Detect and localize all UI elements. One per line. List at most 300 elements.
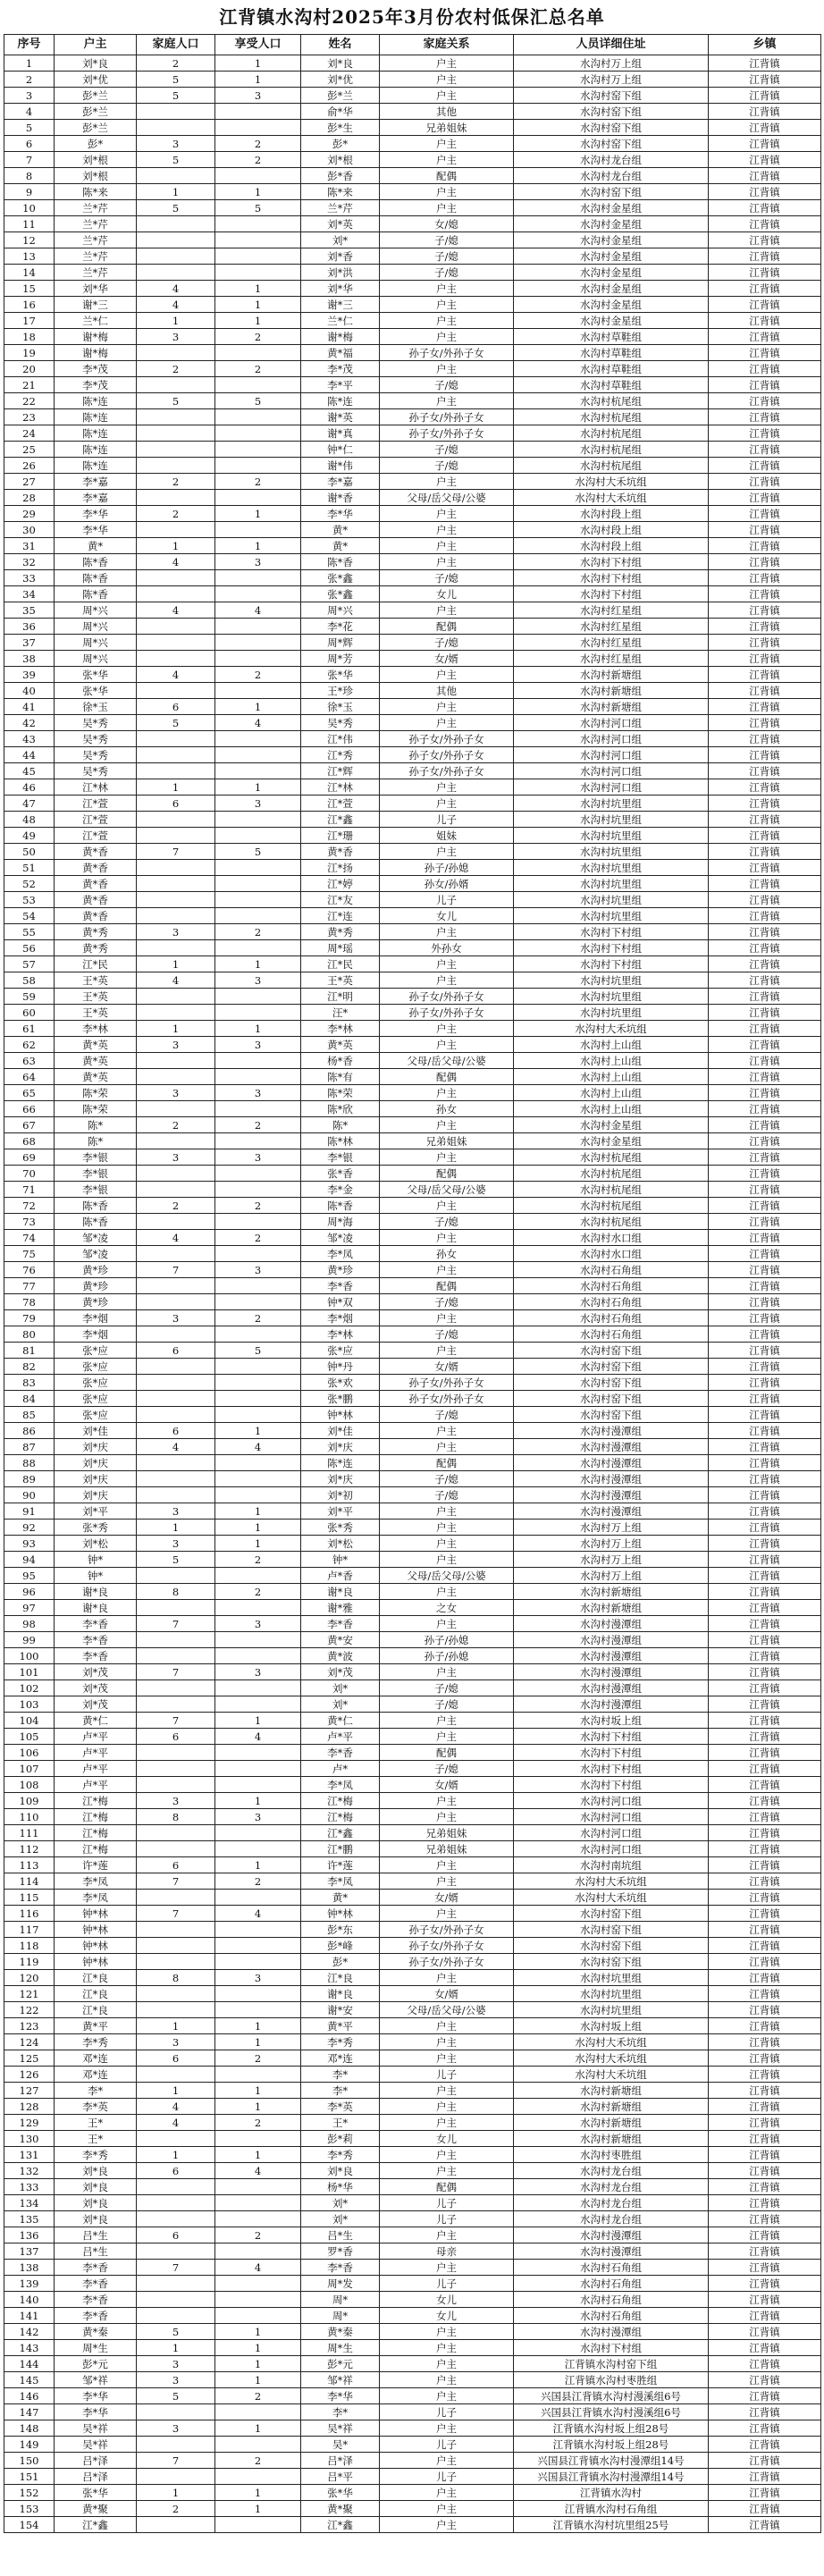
cell-seq: 52 <box>4 876 55 892</box>
cell-relation: 母亲 <box>380 2243 514 2260</box>
cell-seq: 108 <box>4 1777 55 1793</box>
cell-benefit-size: 1 <box>215 2420 301 2437</box>
cell-address: 水沟村段上组 <box>514 506 709 522</box>
cell-address: 水沟村窑下组 <box>514 1359 709 1375</box>
cell-seq: 123 <box>4 2018 55 2034</box>
table-row <box>4 602 821 619</box>
cell-seq: 45 <box>4 763 55 779</box>
cell-householder: 李*香 <box>55 1648 137 1664</box>
table-row <box>4 1053 821 1069</box>
cell-town: 江背镇 <box>709 55 821 72</box>
cell-address: 水沟村漫潭组 <box>514 2324 709 2340</box>
table-row <box>4 667 821 683</box>
table-row <box>4 699 821 715</box>
cell-benefit-size: 1 <box>215 2356 301 2372</box>
cell-householder: 黄* <box>55 538 137 554</box>
cell-address: 水沟村上山组 <box>514 1101 709 1117</box>
cell-seq: 119 <box>4 1954 55 1970</box>
cell-benefit-size <box>215 1214 301 1230</box>
cell-seq: 89 <box>4 1471 55 1487</box>
cell-benefit-size: 1 <box>215 538 301 554</box>
cell-family-size: 3 <box>137 1149 215 1166</box>
cell-family-size <box>137 989 215 1005</box>
cell-householder: 李*茂 <box>55 361 137 377</box>
cell-relation: 户主 <box>380 2147 514 2163</box>
cell-town: 江背镇 <box>709 281 821 297</box>
cell-benefit-size <box>215 619 301 635</box>
cell-town: 江背镇 <box>709 168 821 184</box>
cell-seq: 42 <box>4 715 55 731</box>
cell-benefit-size <box>215 1825 301 1841</box>
cell-town: 江背镇 <box>709 602 821 619</box>
cell-benefit-size: 3 <box>215 554 301 570</box>
cell-relation: 孙子女/外孙子女 <box>380 1005 514 1021</box>
table-row <box>4 2067 821 2083</box>
cell-relation: 户主 <box>380 2163 514 2179</box>
cell-name: 江*鑫 <box>301 812 380 828</box>
cell-benefit-size <box>215 828 301 844</box>
cell-address: 水沟村坑里组 <box>514 908 709 924</box>
cell-householder: 兰*仁 <box>55 313 137 329</box>
cell-name: 张*鑫 <box>301 586 380 602</box>
cell-name: 张*应 <box>301 1343 380 1359</box>
cell-town: 江背镇 <box>709 1841 821 1857</box>
cell-benefit-size: 2 <box>215 924 301 940</box>
cell-address: 水沟村杭尾组 <box>514 1214 709 1230</box>
cell-householder: 谢*良 <box>55 1600 137 1616</box>
cell-name: 张*香 <box>301 1166 380 1182</box>
cell-address: 水沟村龙台组 <box>514 2195 709 2211</box>
cell-address: 水沟村草鞋组 <box>514 361 709 377</box>
cell-name: 刘* <box>301 232 380 248</box>
table-row <box>4 763 821 779</box>
cell-town: 江背镇 <box>709 1584 821 1600</box>
cell-address: 水沟村窑下组 <box>514 1391 709 1407</box>
cell-relation: 孙子女/外孙子女 <box>380 731 514 747</box>
cell-relation: 户主 <box>380 1423 514 1439</box>
cell-relation: 父母/岳父母/公婆 <box>380 1053 514 1069</box>
cell-address: 兴国县江背镇水沟村漫潭组14号 <box>514 2469 709 2485</box>
cell-town: 江背镇 <box>709 2404 821 2420</box>
cell-family-size: 5 <box>137 2324 215 2340</box>
cell-seq: 99 <box>4 1632 55 1648</box>
cell-name: 黄*珍 <box>301 1262 380 1278</box>
cell-family-size <box>137 1133 215 1149</box>
cell-benefit-size <box>215 2292 301 2308</box>
cell-householder: 彭* <box>55 136 137 152</box>
cell-family-size: 2 <box>137 361 215 377</box>
cell-name: 张*秀 <box>301 1520 380 1536</box>
cell-seq: 37 <box>4 635 55 651</box>
cell-family-size <box>137 490 215 506</box>
cell-seq: 147 <box>4 2404 55 2420</box>
cell-benefit-size: 4 <box>215 2163 301 2179</box>
cell-seq: 16 <box>4 297 55 313</box>
cell-householder: 李*华 <box>55 2404 137 2420</box>
cell-name: 李*香 <box>301 2260 380 2276</box>
cell-householder: 吴*秀 <box>55 731 137 747</box>
cell-town: 江背镇 <box>709 989 821 1005</box>
cell-seq: 12 <box>4 232 55 248</box>
cell-householder: 李*银 <box>55 1182 137 1198</box>
cell-family-size <box>137 747 215 763</box>
cell-name: 李*金 <box>301 1182 380 1198</box>
cell-address: 水沟村万上组 <box>514 1568 709 1584</box>
cell-name: 李*凤 <box>301 1246 380 1262</box>
cell-householder: 江*萱 <box>55 796 137 812</box>
cell-benefit-size <box>215 1487 301 1503</box>
cell-relation: 户主 <box>380 1857 514 1873</box>
cell-name: 黄*波 <box>301 1648 380 1664</box>
cell-address: 水沟村龙台组 <box>514 2211 709 2227</box>
cell-name: 李*茂 <box>301 361 380 377</box>
table-row <box>4 635 821 651</box>
cell-name: 钟* <box>301 1552 380 1568</box>
cell-householder: 张*华 <box>55 667 137 683</box>
cell-family-size <box>137 377 215 393</box>
cell-address: 水沟村大禾坑组 <box>514 1890 709 1906</box>
cell-relation: 女/婿 <box>380 1359 514 1375</box>
cell-householder: 张*华 <box>55 683 137 699</box>
cell-family-size <box>137 2195 215 2211</box>
cell-relation: 户主 <box>380 361 514 377</box>
cell-householder: 李*凤 <box>55 1873 137 1890</box>
cell-name: 李*英 <box>301 2099 380 2115</box>
cell-householder: 卢*平 <box>55 1777 137 1793</box>
cell-address: 水沟村石角组 <box>514 2292 709 2308</box>
table-row <box>4 2227 821 2243</box>
cell-family-size: 2 <box>137 506 215 522</box>
cell-address: 江背镇水沟村坑里组25号 <box>514 2517 709 2533</box>
cell-seq: 110 <box>4 1809 55 1825</box>
cell-relation: 户主 <box>380 2388 514 2404</box>
cell-name: 邹*祥 <box>301 2372 380 2388</box>
cell-householder: 刘*良 <box>55 2195 137 2211</box>
cell-relation: 孙子女/外孙子女 <box>380 425 514 442</box>
cell-relation: 父母/岳父母/公婆 <box>380 1568 514 1584</box>
cell-family-size: 5 <box>137 88 215 104</box>
cell-seq: 152 <box>4 2485 55 2501</box>
cell-benefit-size <box>215 2211 301 2227</box>
table-row <box>4 1182 821 1198</box>
cell-relation: 子/媳 <box>380 248 514 265</box>
table-row <box>4 1825 821 1841</box>
cell-benefit-size <box>215 2517 301 2533</box>
cell-family-size: 4 <box>137 602 215 619</box>
table-row <box>4 313 821 329</box>
cell-name: 刘*初 <box>301 1487 380 1503</box>
cell-relation: 子/媳 <box>380 1471 514 1487</box>
cell-benefit-size: 2 <box>215 136 301 152</box>
cell-name: 江*鹏 <box>301 1841 380 1857</box>
header-address: 人员详细住址 <box>514 35 709 55</box>
cell-address: 水沟村水口组 <box>514 1230 709 1246</box>
cell-town: 江背镇 <box>709 763 821 779</box>
cell-address: 水沟村南坑组 <box>514 1857 709 1873</box>
cell-seq: 25 <box>4 442 55 458</box>
cell-name: 彭* <box>301 1954 380 1970</box>
cell-householder: 周*生 <box>55 2340 137 2356</box>
cell-relation: 户主 <box>380 184 514 200</box>
cell-benefit-size <box>215 2404 301 2420</box>
cell-family-size <box>137 1069 215 1085</box>
cell-address: 水沟村窑下组 <box>514 1938 709 1954</box>
table-row <box>4 377 821 393</box>
cell-family-size <box>137 2211 215 2227</box>
cell-name: 彭*元 <box>301 2356 380 2372</box>
cell-name: 江*林 <box>301 779 380 796</box>
cell-family-size <box>137 570 215 586</box>
cell-name: 李*华 <box>301 506 380 522</box>
cell-family-size: 7 <box>137 844 215 860</box>
cell-town: 江背镇 <box>709 1970 821 1986</box>
table-row <box>4 1246 821 1262</box>
cell-benefit-size: 1 <box>215 2147 301 2163</box>
cell-family-size <box>137 2437 215 2453</box>
cell-householder: 张*应 <box>55 1375 137 1391</box>
cell-family-size: 3 <box>137 1503 215 1520</box>
cell-householder: 李*香 <box>55 2308 137 2324</box>
cell-seq: 14 <box>4 265 55 281</box>
cell-benefit-size: 3 <box>215 1809 301 1825</box>
cell-seq: 114 <box>4 1873 55 1890</box>
cell-town: 江背镇 <box>709 200 821 216</box>
cell-seq: 76 <box>4 1262 55 1278</box>
cell-seq: 67 <box>4 1117 55 1133</box>
cell-town: 江背镇 <box>709 2227 821 2243</box>
cell-name: 陈*香 <box>301 554 380 570</box>
cell-householder: 陈*连 <box>55 425 137 442</box>
table-row <box>4 1648 821 1664</box>
cell-householder: 刘*庆 <box>55 1487 137 1503</box>
cell-benefit-size: 2 <box>215 1198 301 1214</box>
cell-address: 水沟村上山组 <box>514 1053 709 1069</box>
cell-town: 江背镇 <box>709 1793 821 1809</box>
cell-relation: 户主 <box>380 844 514 860</box>
cell-seq: 74 <box>4 1230 55 1246</box>
cell-benefit-size: 1 <box>215 2340 301 2356</box>
cell-family-size <box>137 1182 215 1198</box>
cell-relation: 孙子女/外孙子女 <box>380 1375 514 1391</box>
cell-seq: 86 <box>4 1423 55 1439</box>
cell-family-size <box>137 1922 215 1938</box>
cell-householder: 钟*林 <box>55 1954 137 1970</box>
cell-town: 江背镇 <box>709 2276 821 2292</box>
cell-family-size: 7 <box>137 1873 215 1890</box>
table-row <box>4 1503 821 1520</box>
cell-relation: 其他 <box>380 104 514 120</box>
cell-town: 江背镇 <box>709 667 821 683</box>
cell-benefit-size: 2 <box>215 2050 301 2067</box>
cell-relation: 户主 <box>380 2501 514 2517</box>
cell-name: 陈*欣 <box>301 1101 380 1117</box>
cell-town: 江背镇 <box>709 1922 821 1938</box>
cell-benefit-size: 2 <box>215 2388 301 2404</box>
cell-town: 江背镇 <box>709 1487 821 1503</box>
cell-name: 周*辉 <box>301 635 380 651</box>
cell-seq: 127 <box>4 2083 55 2099</box>
cell-town: 江背镇 <box>709 248 821 265</box>
cell-family-size <box>137 1890 215 1906</box>
cell-town: 江背镇 <box>709 1696 821 1713</box>
cell-benefit-size <box>215 586 301 602</box>
cell-relation: 子/媳 <box>380 232 514 248</box>
cell-town: 江背镇 <box>709 2437 821 2453</box>
cell-seq: 54 <box>4 908 55 924</box>
table-row <box>4 2163 821 2179</box>
cell-family-size <box>137 892 215 908</box>
cell-name: 江*扬 <box>301 860 380 876</box>
table-row <box>4 1520 821 1536</box>
cell-family-size <box>137 1471 215 1487</box>
cell-householder: 徐*玉 <box>55 699 137 715</box>
cell-benefit-size <box>215 763 301 779</box>
cell-family-size <box>137 908 215 924</box>
table-row <box>4 2356 821 2372</box>
cell-benefit-size <box>215 1680 301 1696</box>
table-row <box>4 1487 821 1503</box>
cell-name: 谢*安 <box>301 2002 380 2018</box>
table-row <box>4 2260 821 2276</box>
cell-address: 水沟村石角组 <box>514 1326 709 1343</box>
cell-benefit-size: 3 <box>215 1085 301 1101</box>
cell-relation: 兄弟姐妹 <box>380 1841 514 1857</box>
cell-relation: 户主 <box>380 602 514 619</box>
cell-seq: 115 <box>4 1890 55 1906</box>
cell-family-size: 3 <box>137 1310 215 1326</box>
cell-householder: 李*嘉 <box>55 474 137 490</box>
cell-town: 江背镇 <box>709 442 821 458</box>
cell-householder: 兰*芹 <box>55 232 137 248</box>
cell-family-size <box>137 619 215 635</box>
cell-relation: 户主 <box>380 779 514 796</box>
cell-address: 水沟村红星组 <box>514 602 709 619</box>
cell-householder: 吕*泽 <box>55 2453 137 2469</box>
table-row <box>4 1713 821 1729</box>
cell-seq: 112 <box>4 1841 55 1857</box>
cell-relation: 子/媳 <box>380 1696 514 1713</box>
cell-seq: 78 <box>4 1294 55 1310</box>
cell-relation: 女/婿 <box>380 1890 514 1906</box>
cell-town: 江背镇 <box>709 329 821 345</box>
cell-seq: 80 <box>4 1326 55 1343</box>
cell-name: 江*辉 <box>301 763 380 779</box>
cell-town: 江背镇 <box>709 2372 821 2388</box>
cell-family-size <box>137 2067 215 2083</box>
cell-family-size <box>137 1101 215 1117</box>
cell-town: 江背镇 <box>709 2469 821 2485</box>
cell-relation: 户主 <box>380 1584 514 1600</box>
cell-town: 江背镇 <box>709 297 821 313</box>
cell-town: 江背镇 <box>709 2179 821 2195</box>
cell-seq: 32 <box>4 554 55 570</box>
cell-town: 江背镇 <box>709 2501 821 2517</box>
cell-householder: 吴*秀 <box>55 763 137 779</box>
cell-relation: 儿子 <box>380 2195 514 2211</box>
cell-seq: 55 <box>4 924 55 940</box>
cell-householder: 黄*秀 <box>55 940 137 956</box>
table-row <box>4 1938 821 1954</box>
table-row <box>4 1455 821 1471</box>
cell-name: 邹*凌 <box>301 1230 380 1246</box>
cell-benefit-size <box>215 442 301 458</box>
cell-relation: 户主 <box>380 1664 514 1680</box>
cell-town: 江背镇 <box>709 2292 821 2308</box>
cell-town: 江背镇 <box>709 1423 821 1439</box>
table-row <box>4 72 821 88</box>
cell-benefit-size <box>215 265 301 281</box>
cell-relation: 户主 <box>380 474 514 490</box>
table-row <box>4 812 821 828</box>
cell-seq: 13 <box>4 248 55 265</box>
cell-family-size <box>137 731 215 747</box>
table-body <box>4 55 821 2533</box>
cell-seq: 107 <box>4 1761 55 1777</box>
cell-householder: 江*良 <box>55 1970 137 1986</box>
table-row <box>4 2276 821 2292</box>
cell-householder: 黄*英 <box>55 1037 137 1053</box>
cell-town: 江背镇 <box>709 2050 821 2067</box>
cell-benefit-size <box>215 425 301 442</box>
cell-householder: 刘*良 <box>55 2179 137 2195</box>
cell-householder: 刘*松 <box>55 1536 137 1552</box>
table-row <box>4 2083 821 2099</box>
cell-town: 江背镇 <box>709 956 821 972</box>
cell-family-size <box>137 1986 215 2002</box>
cell-seq: 121 <box>4 1986 55 2002</box>
cell-householder: 黄*平 <box>55 2018 137 2034</box>
cell-address: 水沟村坑里组 <box>514 860 709 876</box>
cell-relation: 户主 <box>380 152 514 168</box>
cell-seq: 88 <box>4 1455 55 1471</box>
cell-householder: 卢*平 <box>55 1729 137 1745</box>
cell-family-size <box>137 1648 215 1664</box>
cell-seq: 11 <box>4 216 55 232</box>
cell-seq: 41 <box>4 699 55 715</box>
cell-family-size <box>137 1938 215 1954</box>
cell-householder: 李*林 <box>55 1021 137 1037</box>
cell-seq: 8 <box>4 168 55 184</box>
table-row <box>4 345 821 361</box>
cell-householder: 张*应 <box>55 1391 137 1407</box>
cell-householder: 李*烟 <box>55 1326 137 1343</box>
cell-name: 江*明 <box>301 989 380 1005</box>
cell-town: 江背镇 <box>709 458 821 474</box>
cell-family-size: 3 <box>137 1536 215 1552</box>
cell-relation: 户主 <box>380 924 514 940</box>
cell-seq: 100 <box>4 1648 55 1664</box>
cell-name: 兰*芹 <box>301 200 380 216</box>
cell-name: 李*烟 <box>301 1310 380 1326</box>
cell-seq: 81 <box>4 1343 55 1359</box>
cell-householder: 江*萱 <box>55 828 137 844</box>
cell-town: 江背镇 <box>709 2388 821 2404</box>
cell-town: 江背镇 <box>709 779 821 796</box>
table-row <box>4 136 821 152</box>
cell-family-size: 6 <box>137 1343 215 1359</box>
cell-address: 水沟村大禾坑组 <box>514 2067 709 2083</box>
cell-family-size: 1 <box>137 956 215 972</box>
cell-relation: 配偶 <box>380 619 514 635</box>
cell-householder: 王*英 <box>55 972 137 989</box>
cell-householder: 刘*优 <box>55 72 137 88</box>
cell-relation: 之女 <box>380 1600 514 1616</box>
cell-family-size: 4 <box>137 667 215 683</box>
table-row <box>4 2501 821 2517</box>
cell-address: 水沟村金星组 <box>514 265 709 281</box>
cell-householder: 兰*芹 <box>55 265 137 281</box>
cell-relation: 儿子 <box>380 892 514 908</box>
